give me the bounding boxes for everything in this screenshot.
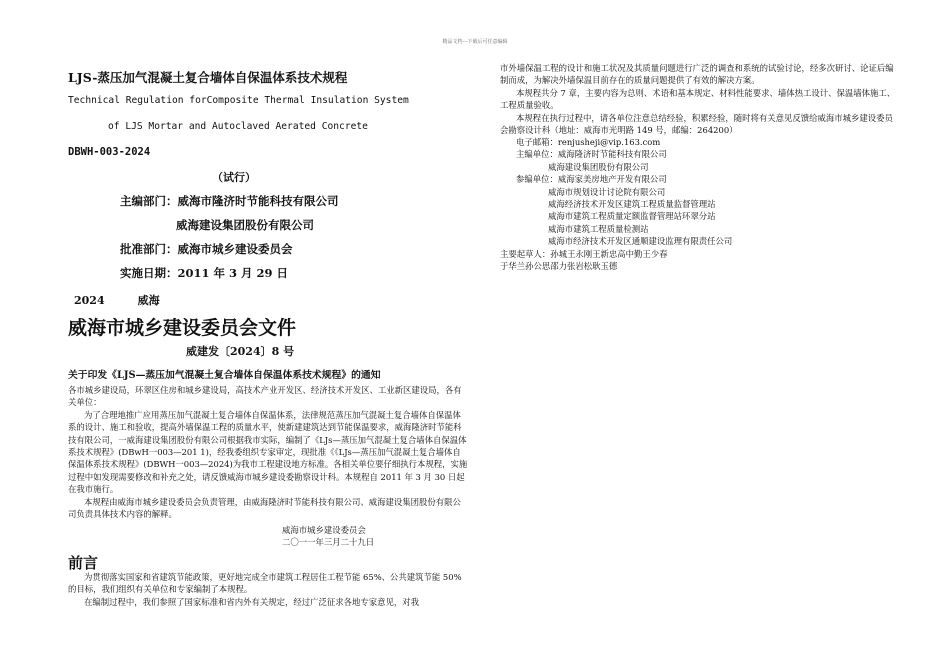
chief-unit-1: 主编单位：威海隆济时节能科技有限公司 (516, 149, 667, 160)
foreword-body (68, 571, 468, 608)
participating-unit-1: 参编单位：威海家美房地产开发有限公司 (516, 174, 667, 185)
notice-paragraph-2: 本规程由威海市城乡建设委员会负责管理，由威海隆济时节能科技有限公司、威海建设集团股份有限公司负责具体技术内容的解释。 (68, 496, 461, 520)
effective-date: 实施日期：2011 年 3 月 29 日 (120, 266, 289, 280)
year-place: 2024 威海 (74, 294, 160, 307)
participating-unit-3: 威海经济技术开发区建筑工程质量监督管理站 (548, 198, 716, 209)
notice-paragraph-1: 为了合理地推广应用蒸压加气混凝土复合墙体自保温体系，法律规范蒸压加气混凝土复合墙体自保温体系的设计、施工和验收，提高外墙保温工程的质量水平，使新建建筑达到节能保温要求，威海隆济时节能科技有限公司，一威海建设集团股份有限公司根据我市实际，编制了《LJs—蒸压加气混凝土复合墙体自保温体系技术规程》(DBwH一003—201 1)，经我委组织专家审定，现批准《《LJs—蒸压加气混凝土复合墙体自保温体系技术规程》(DBWH一003—2024)为我市工程建设地方标准。各相关单位要仔细执行本规程，实施过程中如发现需要修改和补充之处，请反馈威海市城乡建设委勘察设计科。本规程自 2011 年 3 月 30 日起在我市施行。 (68, 409, 468, 495)
signature-org: 威海市城乡建设委员会 (282, 525, 366, 535)
foreword-heading: 前言 (68, 554, 99, 572)
participating-unit-6: 威海市经济技术开发区通顺建设监理有限责任公司 (548, 236, 733, 247)
foreword-paragraph-2: 在编制过程中，我们参照了国家标准和省内外有关规定，经过广泛征求各地专家意见，对我 (84, 596, 419, 607)
approver-dept: 批准部门：威海市城乡建设委员会 (120, 242, 293, 256)
foreword-paragraph-3: 市外墙保温工程的设计和施工状况及其质量问题进行广泛的调查和系统的试验讨论，经多次研讨、论证后编制而成，为解决外墙保温目前存在的质量问题提供了有效的解决方案。 (500, 63, 894, 86)
participating-unit-5: 威海市建筑工程质量检测站 (548, 223, 649, 234)
standard-code: DBWH-003-2024 (68, 146, 151, 158)
document-number: 威建发〔2024〕8 号 (186, 345, 295, 358)
document-title: 威海市城乡建设委员会文件 (68, 317, 297, 339)
editor-dept-1: 主编部门：威海市隆济时节能科技有限公司 (120, 194, 339, 208)
contact-email: 电子邮箱：renjusheji@vip.163.com (516, 137, 661, 147)
title-cn: LJS-蒸压加气混凝土复合墙体自保温体系技术规程 (68, 70, 348, 85)
foreword-paragraph-4: 本规程共分 7 章，主要内容为总则、术语和基本规定、材料性能要求、墙体热工设计、保温墙体施工、工程质量验收。 (500, 87, 896, 111)
chief-unit-2: 威海建设集团股份有限公司 (548, 161, 649, 172)
participating-unit-4: 威海市建筑工程质量定额监督管理站环翠分站 (548, 211, 716, 222)
notice-body (68, 384, 468, 520)
foreword-paragraph-1: 为贯彻落实国家和省建筑节能政策，更好地完成全市建筑工程居住工程节能 65%、公共建筑节能 50%的目标，我们组织有关单位和专家编制了本规程。 (68, 572, 462, 595)
notice-title: 关于印发《LJS—蒸压加气混凝土复合墙体自保温体系技术规程》的通知 (68, 370, 381, 381)
page-header: 精品文档---下载后可任意编辑 (442, 39, 508, 45)
main-drafters: 主要起草人：孙城王永刚王新忠高中勤王少春 (500, 248, 668, 259)
organizations-list (500, 136, 900, 272)
main-drafters-continued: 于华兰孙公思邵力张岩松耿玉德 (500, 260, 618, 271)
signature-date: 二〇一一年三月二十九日 (282, 537, 375, 547)
foreword-continued (500, 62, 900, 136)
participating-unit-2: 威海市规划设计讨论院有限公司 (548, 186, 666, 197)
trial-label: （试行） (212, 171, 256, 184)
notice-addressee: 各市城乡建设局，环翠区住房和城乡建设局，高技术产业开发区、经济技术开发区、工业新区建设局，各有关单位： (68, 385, 462, 408)
title-en-line-2: of LJS Mortar and Autoclaved Aerated Concrete (108, 121, 368, 132)
foreword-paragraph-5: 本规程在执行过程中，请各单位注意总结经验，积累经验，随时将有关意见反馈给威海市城乡建设委员会勘察设计科（地址：威海市光明路 149 号，邮编：264200） (500, 112, 893, 136)
editor-dept-2: 威海建设集团股份有限公司 (176, 218, 314, 232)
title-en-line-1: Technical Regulation forComposite Thermal Insulation System (68, 95, 409, 106)
